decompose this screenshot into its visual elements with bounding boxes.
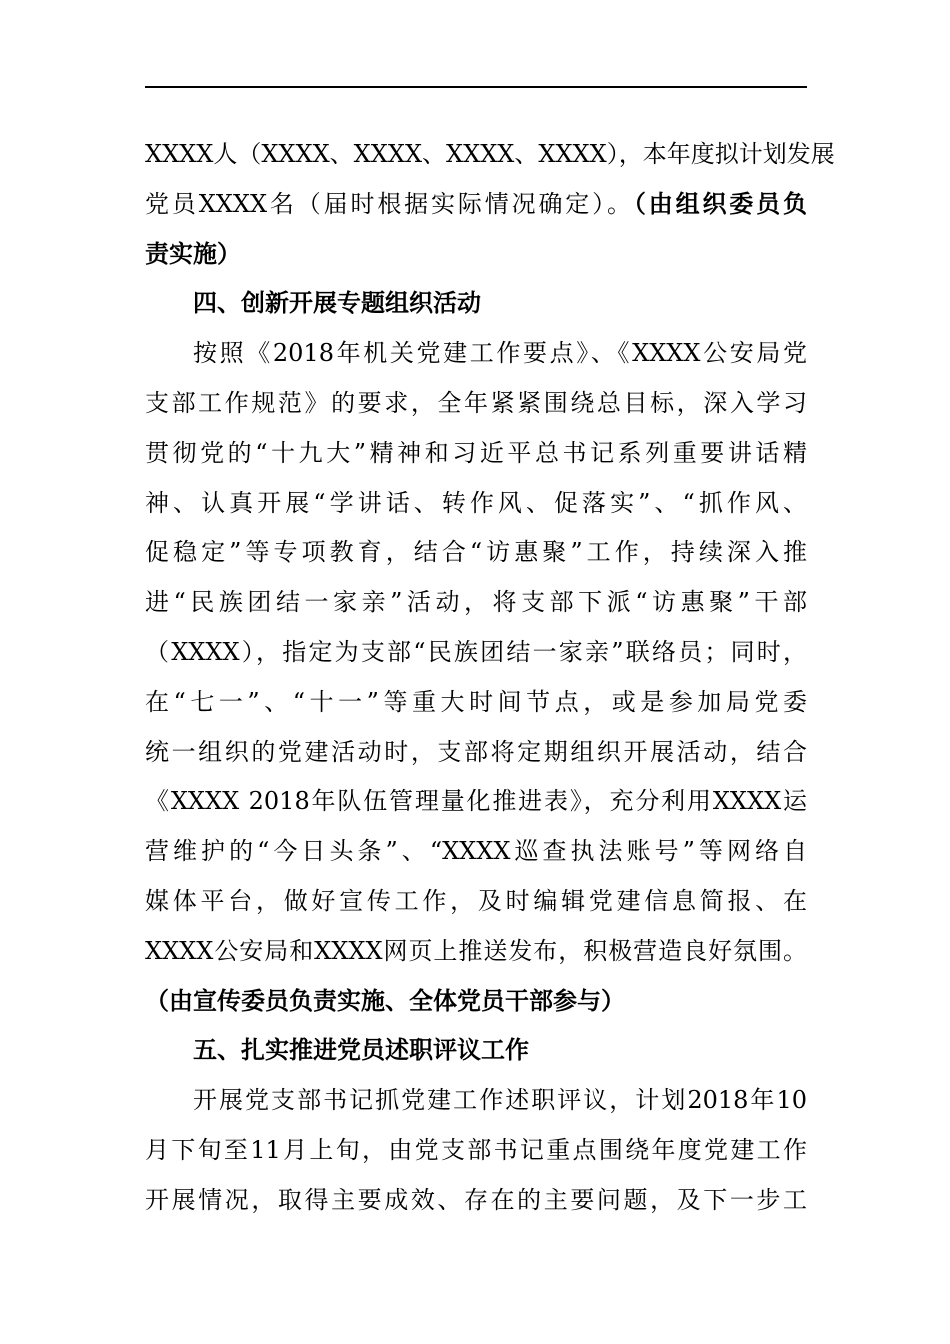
text-line: 在“七一”、“十一”等重大时间节点，或是参加局党委 bbox=[145, 687, 807, 716]
responsibility-note: （由组织委员负 bbox=[633, 189, 808, 218]
text-line: 开展党支部书记抓党建工作述职评议，计划2018年10 bbox=[193, 1086, 807, 1115]
section-heading-4: 四、创新开展专题组织活动 bbox=[193, 289, 481, 318]
text-line: 促稳定”等专项教育，结合“访惠聚”工作，持续深入推 bbox=[145, 538, 807, 567]
text-line: 营维护的“今日头条”、“XXXX巡查执法账号”等网络自 bbox=[145, 837, 807, 866]
text-line: 统一组织的党建活动时，支部将定期组织开展活动，结合 bbox=[145, 737, 807, 766]
text-line: 支部工作规范》的要求，全年紧紧围绕总目标，深入学习 bbox=[145, 388, 807, 417]
text-line: XXXX公安局和XXXX网页上推送发布，积极营造良好氛围。 bbox=[145, 936, 807, 965]
text-line: 媒体平台，做好宣传工作，及时编辑党建信息简报、在 bbox=[145, 886, 807, 915]
responsibility-note: 责实施） bbox=[145, 239, 241, 268]
text-line: 月下旬至11月上旬，由党支部书记重点围绕年度党建工作 bbox=[145, 1135, 807, 1164]
document-body bbox=[145, 130, 835, 1226]
responsibility-note: （由宣传委员负责实施、全体党员干部参与） bbox=[145, 986, 625, 1015]
text-line: 开展情况，取得主要成效、存在的主要问题，及下一步工 bbox=[145, 1185, 807, 1214]
header-rule bbox=[145, 86, 807, 88]
text-line: 按照《2018年机关党建工作要点》、《XXXX公安局党 bbox=[193, 339, 807, 368]
text-line: 《XXXX 2018年队伍管理量化推进表》，充分利用XXXX运 bbox=[145, 787, 807, 816]
section-heading-5: 五、扎实推进党员述职评议工作 bbox=[193, 1036, 529, 1065]
text-line: （XXXX），指定为支部“民族团结一家亲”联络员；同时， bbox=[145, 637, 807, 666]
text-line: 神、认真开展“学讲话、转作风、促落实”、“抓作风、 bbox=[145, 488, 807, 517]
text-line: 进“民族团结一家亲”活动，将支部下派“访惠聚”干部 bbox=[145, 588, 807, 617]
text-line: 贯彻党的“十九大”精神和习近平总书记系列重要讲话精 bbox=[145, 438, 807, 467]
text-line: XXXX人（XXXX、XXXX、XXXX、XXXX），本年度拟计划发展 bbox=[145, 140, 835, 168]
text-line: 党员XXXX名（届时根据实际情况确定）。（由组织委员负 bbox=[145, 189, 808, 218]
